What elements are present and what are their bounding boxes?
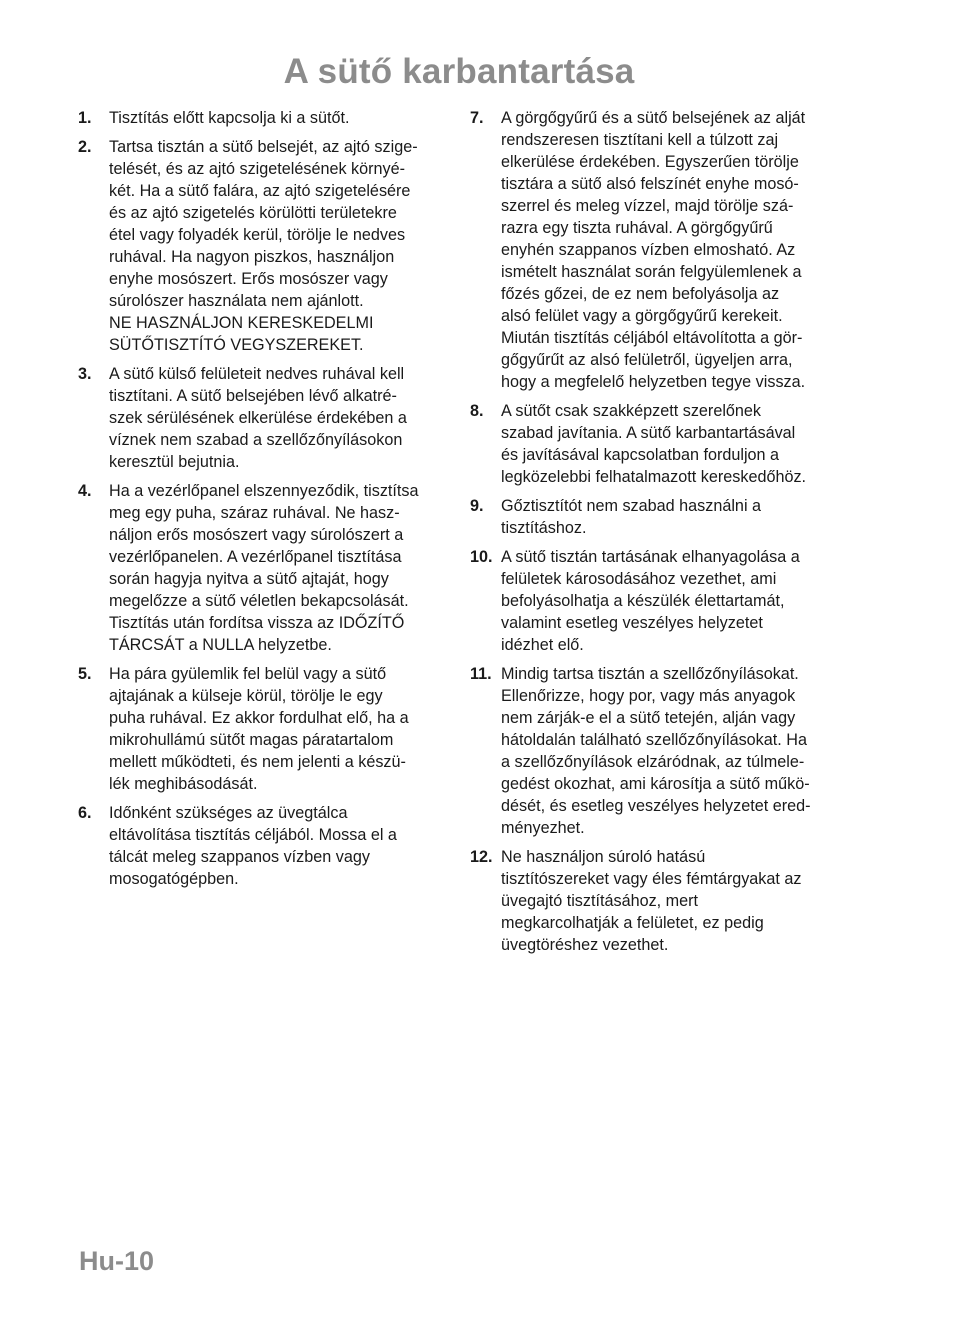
list-item [78, 663, 450, 795]
list-item [470, 107, 842, 393]
item-number: 11. [470, 665, 492, 683]
item-text: Időnként szükséges az üvegtálca eltávolítása tisztítás céljából. Mossa el a tálcát meleg szappanos vízben vagy mosogatógépben. [109, 804, 397, 888]
item-number: 8. [470, 402, 484, 420]
list-item [470, 546, 842, 656]
right-column-list [470, 107, 842, 963]
list-item [470, 663, 842, 839]
item-number: 3. [78, 365, 92, 383]
list-item [78, 802, 450, 890]
item-text: Gőztisztítót nem szabad használni a tisztításhoz. [501, 497, 762, 537]
item-text: A sütő külső felületeit nedves ruhával kell tisztítani. A sütő belsejében lévő alkatré- szek sérülésének elkerülése érdekében a víznek nem szabad a szellőzőnyílásokon keresztül bejutnia. [109, 365, 407, 471]
item-text: A sütőt csak szakképzett szerelőnek szabad javítania. A sütő karbantartásával és javításával kapcsolatban forduljon a legközelebbi felhatalmazott kereskedőhöz. [501, 402, 807, 486]
list-item [78, 136, 450, 356]
item-text: A görgőgyűrű és a sütő belsejének az alját rendszeresen tisztítani kell a túlzott zaj elkerülése érdekében. Egyszerűen törölje tisztára a sütő alsó felszínét enyhe mosó- szerrel és meleg vízzel, majd törölje szá- razra egy tiszta ruhával. A görgőgyűrű enyhén szappanos vízben elmosható. Az ismételt használat során felgyülemlenek a főzés gőzei, de ez nem befolyásolja az alsó felület vagy a görgőgyűrű kerekeit. Miután tisztítás céljából eltávolította a gör- gőgyűrűt az alsó felületről, ügyeljen arra, hogy a megfelelő helyzetben tegye vissza. [501, 109, 806, 391]
item-text: Tartsa tisztán a sütő belsejét, az ajtó szige- telését, és az ajtó szigetelésének környé- két. Ha a sütő falára, az ajtó szigetelésére és az ajtó szigetelés körülötti területekre étel vagy folyadék kerül, törölje le nedves ruhával. Ha nagyon piszkos, használjon enyhe mosószert. Erős mosószer vagy súrolószer használata nem ajánlott. NE HASZNÁLJON KERESKEDELMI SÜTŐTISZTÍTÓ VEGYSZEREKET. [109, 138, 418, 354]
item-number: 10. [470, 548, 493, 566]
list-item [78, 107, 450, 129]
item-number: 7. [470, 109, 484, 127]
item-text: Ha a vezérlőpanel elszennyeződik, tisztítsa meg egy puha, száraz ruhával. Ne hasz- náljon erős mosószert vagy súrolószert a vezérlőpanelen. A vezérlőpanel tisztítása során hagyja nyitva a sütő ajtaját, hogy megelőzze a sütő véletlen bekapcsolását. Tisztítás után fordítsa vissza az IDŐZÍTŐ TÁRCSÁT a NULLA helyzetbe. [109, 482, 419, 654]
item-text: Ha pára gyülemlik fel belül vagy a sütő ajtajának a külseje körül, törölje le egy puha ruhával. Ez akkor fordulhat elő, ha a mikrohullámú sütőt magas páratartalom mellett működteti, és nem jelenti a készü- lék meghibásodását. [109, 665, 409, 793]
list-item [470, 495, 842, 539]
item-text: Tisztítás előtt kapcsolja ki a sütőt. [109, 109, 350, 127]
item-text: Mindig tartsa tisztán a szellőzőnyílásokat. Ellenőrizze, hogy por, vagy más anyagok nem zárják-e el a sütő tetején, alján vagy hátoldalán található szellőzőnyílásokat. Ha a szellőzőnyílások elzáródnak, az túlmele- gedést okozhat, ami károsítja a sütő műkö- dését, és esetleg veszélyes helyzetet ered- ményezhet. [501, 665, 811, 837]
left-column-list [78, 107, 450, 897]
page-title: A sütő karbantartása [283, 52, 635, 91]
list-item [78, 480, 450, 656]
item-number: 2. [78, 138, 92, 156]
page-number: Hu-10 [79, 1246, 155, 1276]
item-number: 12. [470, 848, 493, 866]
item-number: 9. [470, 497, 484, 515]
item-number: 5. [78, 665, 92, 683]
item-number: 4. [78, 482, 92, 500]
list-item [470, 400, 842, 488]
item-number: 1. [78, 109, 92, 127]
item-text: A sütő tisztán tartásának elhanyagolása a felületek károsodásához vezethet, ami befolyásolhatja a készülék élettartamát, valamint esetleg veszélyes helyzetet idézhet elő. [501, 548, 800, 654]
item-text: Ne használjon súroló hatású tisztítószereket vagy éles fémtárgyakat az üvegajtó tisztításához, mert megkarcolhatják a felületet, ez pedig üvegtöréshez vezethet. [501, 848, 802, 954]
list-item [470, 846, 842, 956]
item-number: 6. [78, 804, 92, 822]
list-item [78, 363, 450, 473]
